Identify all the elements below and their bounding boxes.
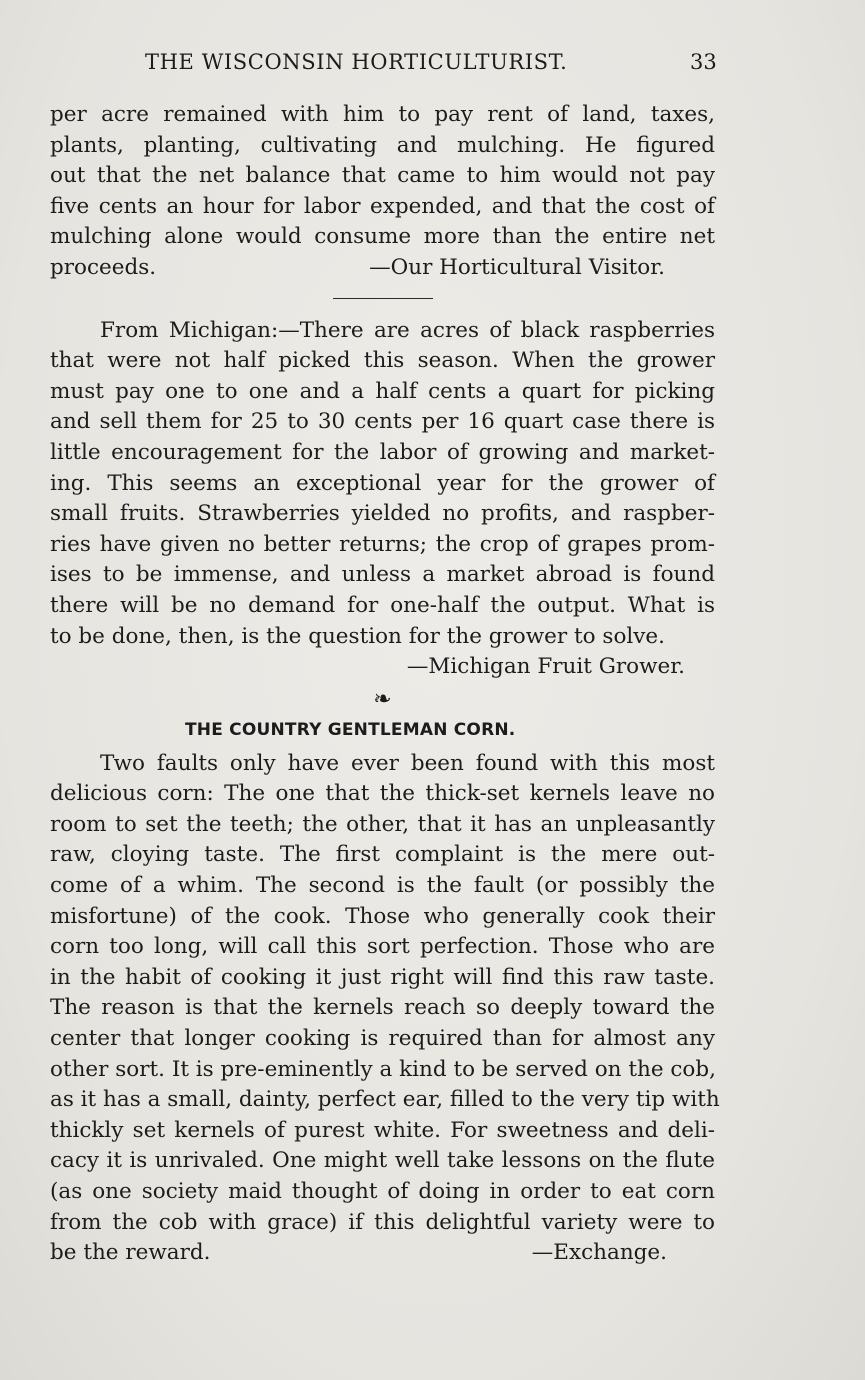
text-line: cacy it is unrivaled. One might well take lessons on the flute	[50, 1148, 715, 1174]
text-line: other sort. It is pre-eminently a kind to be served on the cob,	[50, 1056, 716, 1082]
closing-line	[50, 1238, 715, 1269]
text-line: that were not half picked this season. When the grower	[50, 348, 715, 374]
text-line: there will be no demand for one-half the output. What is	[50, 592, 715, 618]
article-heading: THE COUNTRY GENTLEMAN CORN.	[185, 719, 516, 740]
text-line: five cents an hour for labor expended, and that the cost of	[50, 193, 715, 219]
page-number: 33	[690, 50, 717, 74]
text-line: (as one society maid thought of doing in order to eat corn	[50, 1179, 715, 1204]
article-country-gentleman-corn	[50, 715, 720, 1269]
text-line: be the reward.	[50, 1240, 211, 1266]
text-line: delicious corn: The one that the thick-set kernels leave no	[50, 781, 715, 807]
text-line: From Michigan:—There are acres of black raspberries	[100, 317, 715, 343]
body-text	[50, 100, 720, 1269]
text-line: ing. This seems an exceptional year for the grower of	[50, 470, 715, 496]
text-line: ries have given no better returns; the crop of grapes prom-	[50, 531, 715, 557]
attribution: —Exchange.	[531, 1240, 667, 1266]
text-line: from the cob with grace) if this delightful variety were to	[50, 1209, 715, 1235]
text-line: plants, planting, cultivating and mulching. He figured	[50, 132, 715, 158]
text-line: raw, cloying taste. The first complaint is the mere out-	[50, 842, 715, 868]
text-line: mulching alone would consume more than the entire net	[50, 224, 715, 250]
text-line: Two faults only have ever been found with this most	[100, 750, 715, 776]
attribution: —Michigan Fruit Grower.	[406, 654, 685, 680]
text-line: to be done, then, is the question for the grower to solve.	[50, 623, 665, 649]
text-line: room to set the teeth; the other, that it has an unpleasantly	[50, 811, 715, 837]
text-line: come of a whim. The second is the fault (or possibly the	[50, 873, 715, 899]
section-divider	[333, 298, 433, 299]
text-line: must pay one to one and a half cents a quart for picking	[50, 378, 715, 404]
text-line: The reason is that the kernels reach so deeply toward the	[50, 995, 715, 1021]
fleuron-ornament-icon: ❧	[373, 686, 392, 712]
paragraph-michigan	[50, 316, 715, 683]
text-line: little encouragement for the labor of growing and market-	[50, 439, 715, 465]
text-line: corn too long, will call this sort perfection. Those who are	[50, 934, 715, 960]
text-line: per acre remained with him to pay rent of land, taxes,	[50, 102, 715, 127]
text-line: center that longer cooking is required than for almost any	[50, 1026, 715, 1052]
text-line: in the habit of cooking it just right will find this raw taste.	[50, 964, 715, 990]
running-header	[0, 50, 865, 80]
text-line: ises to be immense, and unless a market abroad is found	[50, 562, 715, 588]
text-line: small fruits. Strawberries yielded no profits, and raspber-	[50, 501, 715, 527]
text-line: out that the net balance that came to him would not pay	[50, 163, 715, 189]
text-line: proceeds.	[50, 254, 157, 280]
attribution: —Our Horticultural Visitor.	[369, 254, 665, 280]
text-line: as it has a small, dainty, perfect ear, filled to the very tip with	[50, 1087, 720, 1113]
text-line: thickly set kernels of purest white. For sweetness and deli-	[50, 1117, 715, 1143]
paragraph-horticultural-visitor	[50, 100, 715, 284]
text-line: and sell them for 25 to 30 cents per 16 quart case there is	[50, 409, 715, 435]
running-title: THE WISCONSIN HORTICULTURIST.	[145, 50, 568, 74]
closing-line	[50, 253, 715, 284]
text-line: misfortune) of the cook. Those who generally cook their	[50, 903, 715, 929]
